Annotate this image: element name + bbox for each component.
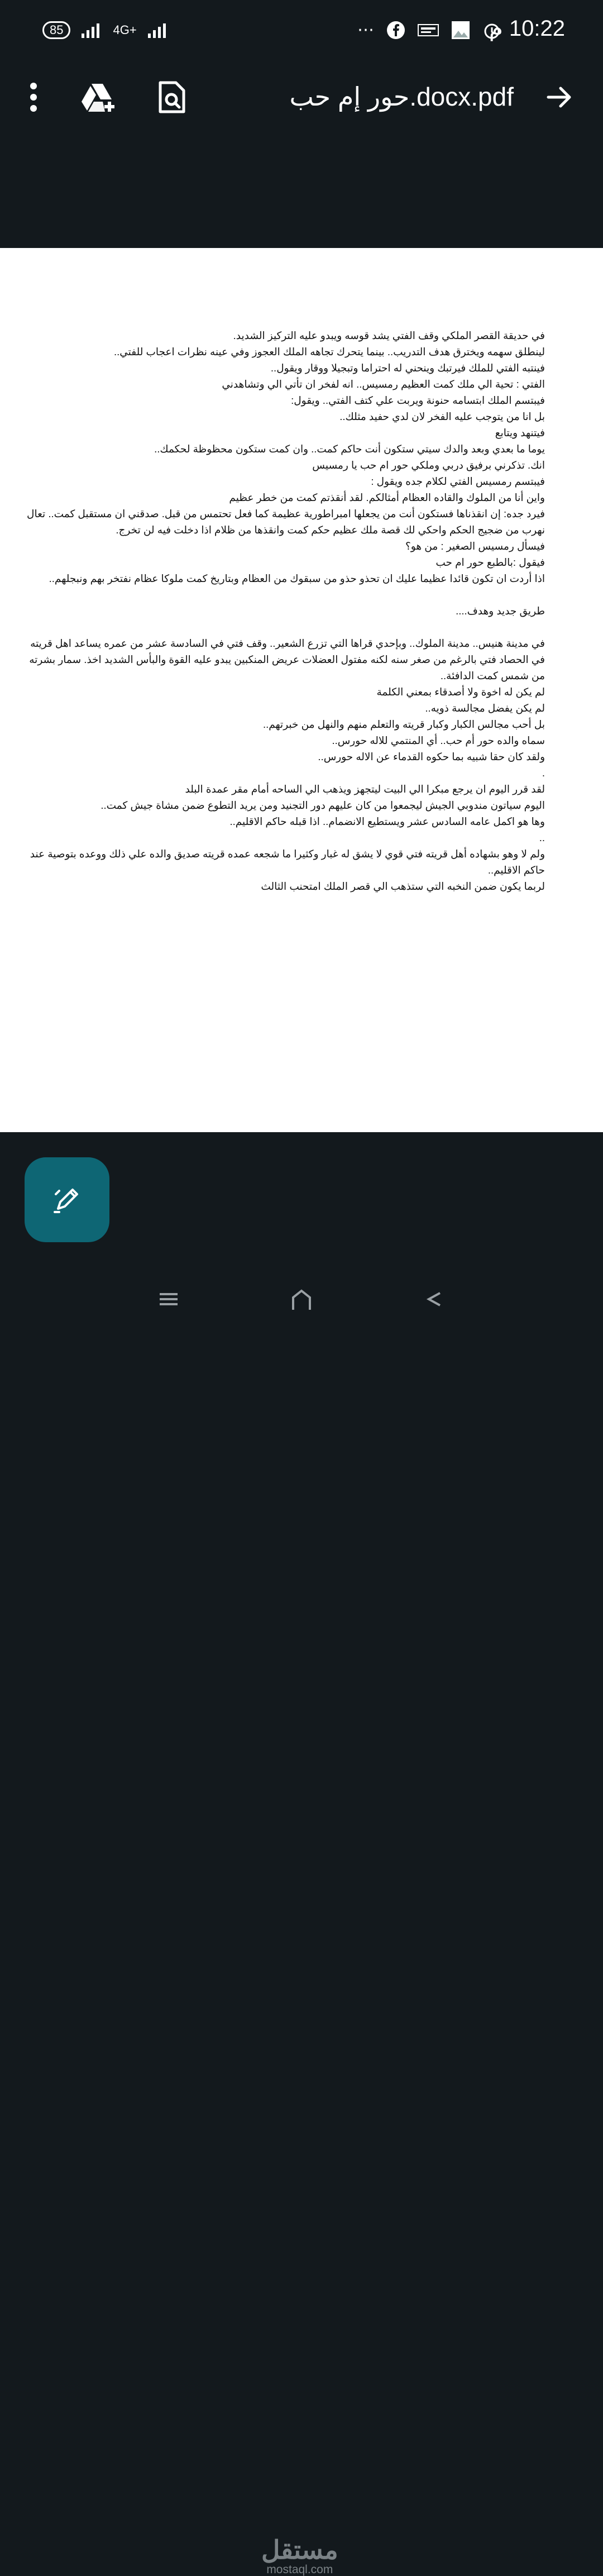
back-nav-button[interactable]: [412, 1277, 457, 1322]
news-app-icon: [418, 22, 439, 38]
document-line: طريق جديد وهدف....: [456, 605, 545, 617]
document-line: واين أنا من الملوك والقاده العظام أمثالكم. لقد أنقذتم كمت من خطر عظيم: [229, 492, 545, 503]
document-line: ..: [539, 832, 545, 843]
document-line: لينطلق سهمه ويخترق هدف التدريب.. بينما يتحرك تجاهه الملك العجوز وفي عينه نظرات اعجاب للفتي..: [113, 346, 545, 357]
more-notifications-icon: ⋯: [357, 20, 374, 40]
document-line: في مدينة هنيس.. مدينة الملوك.. وبإحدي قراها التي تزرع الشعير.. وقف فتي في السادسة عشر من عمره يساعد اهل قريته في الحصاد فتي بالرغم من صغر سنه لكنه مفتول العضلات عريض المنكبين يبدو عليه القوة والبأس الشديد اخذ. سمار بشرته من شمس كمت الدافئة..: [29, 637, 545, 681]
network-type: 4G+: [113, 23, 137, 37]
document-line: سماه والده حور أم حب.. أي المنتمي للاله حورس..: [332, 734, 545, 746]
clock: 10:22 م: [489, 16, 565, 41]
document-line: وها هو اكمل عامه السادس عشر ويستطيع الانضمام.. اذا قبله حاكم الاقليم..: [229, 815, 545, 827]
document-line: فيتنهد ويتابع: [495, 427, 545, 438]
document-line: [20, 586, 545, 603]
document-line: فيسأل رمسيس الصغير : من هو؟: [405, 540, 545, 552]
document-line: يوما ما بعدي وبعد والدك سيتي ستكون أنت حاكم كمت.. وان كمت ستكون محظوظة لحكمك..: [154, 443, 545, 455]
add-to-drive-icon: [80, 82, 116, 113]
back-chevron-icon: [423, 1291, 446, 1308]
document-title: حور إم حب.docx.pdf: [289, 82, 514, 111]
facebook-icon: [386, 21, 405, 40]
document-line: بل أحب مجالس الكبار وكبار قريته والتعلم منهم والنهل من خبرتهم..: [262, 718, 545, 730]
document-line: فيقول :بالطبع حور ام حب: [436, 556, 545, 568]
home-icon: [289, 1286, 314, 1312]
home-button[interactable]: [279, 1277, 324, 1322]
document-line: اذا أردت ان تكون قائدا عظيما عليك ان تحذو حذو من سبقوك من العظام وبتاريخ كمت ملوكا عظام نفتخر بهم ونبجلهم..: [49, 573, 545, 584]
notification-icons: [357, 20, 501, 40]
more-vert-icon: [28, 82, 39, 113]
document-line: فيرد جده: إن انقذناها فستكون أنت من يجعلها امبراطورية عظيمة كما فعل تحتمس من قبل. صدقني ان مستقبل كمت.. تعال نهرب من ضجيج الحكم واحكي لك قصة ملك عظيم حكم كمت وانقذها من ظلام اذا دخلت فيه لن تخرج.: [27, 508, 545, 536]
recents-button[interactable]: [146, 1277, 191, 1322]
image-notification-icon: [451, 21, 470, 40]
document-line: اليوم سياتون مندوبي الجيش ليجمعوا من كان عليهم دور التجنيد ومن يريد التطوع ضمن مشاة جيش كمت..: [100, 799, 545, 811]
pen-icon: [50, 1183, 84, 1217]
document-line: لربما يكون ضمن النخبه التي ستذهب الي قصر الملك امتحنب الثالث: [261, 880, 545, 892]
status-bar: [0, 0, 603, 66]
system-nav-bar: [0, 1257, 603, 2576]
add-to-drive-button[interactable]: [76, 75, 121, 120]
document-text: [20, 327, 545, 894]
document-line: في حديقة القصر الملكي وقف الفتي يشد قوسه ويبدو عليه التركيز الشديد.: [233, 330, 545, 341]
edit-button[interactable]: [25, 1157, 109, 1242]
document-line: بل انا من يتوجب عليه الفخر لان لدي حفيد مثلك..: [339, 411, 545, 422]
back-button[interactable]: [537, 75, 582, 120]
document-search-icon: [157, 80, 187, 114]
more-options-button[interactable]: [11, 75, 56, 120]
document-line: فيبتسم رمسيس الفتي لكلام جده ويقول :: [371, 475, 545, 487]
battery-indicator: 85: [42, 21, 70, 39]
mostaql-watermark: مستقل mostaql.com: [261, 2535, 338, 2576]
app-toolbar: [0, 66, 603, 150]
document-line: لقد قرر اليوم ان يرجع مبكرا الي البيت ليتجهز ويذهب الي الساحه أمام مقر عمدة البلد: [185, 783, 545, 795]
pdf-page[interactable]: [0, 248, 603, 1132]
signal-icon-2: [147, 21, 169, 39]
recents-icon: [157, 1291, 180, 1308]
arrow-right-icon: [544, 82, 575, 113]
document-line: [20, 619, 545, 635]
status-left: [42, 21, 169, 39]
document-line: فينتبه الفتي للملك فيرتبك وينحني له احتراما وتبجيلا ووقار ويقول..: [270, 362, 545, 374]
document-line: لم يكن له اخوة ولا أصدقاء بمعني الكلمة: [376, 686, 545, 698]
document-line: ولقد كان حقا شبيه بما حكوه القدماء عن الاله حورس..: [318, 751, 545, 762]
document-line: انك. تذكرني برفيق دربي وملكي حور ام حب يا رمسيس: [312, 459, 545, 471]
signal-icon: [80, 21, 103, 39]
document-line: ولم لا وهو بشهاده أهل قريته فتي قوي لا يشق له غبار وكثيرا ما شجعه عمده قريته صديق والده علي ذلك ووعده بتوصية عند حاكم الاقليم..: [30, 848, 545, 876]
document-line: فيبتسم الملك ابتسامه حنونة ويربت علي كتف الفتي.. ويقول:: [291, 394, 545, 406]
find-in-document-button[interactable]: [150, 75, 194, 120]
document-line: .: [542, 767, 545, 779]
document-line: الفتي : تحية الي ملك كمت العظيم رمسيس.. انه لفخر ان تأتي الي وتشاهدني: [222, 378, 545, 390]
document-line: لم يكن يفضل مجالسة ذويه..: [425, 702, 545, 714]
